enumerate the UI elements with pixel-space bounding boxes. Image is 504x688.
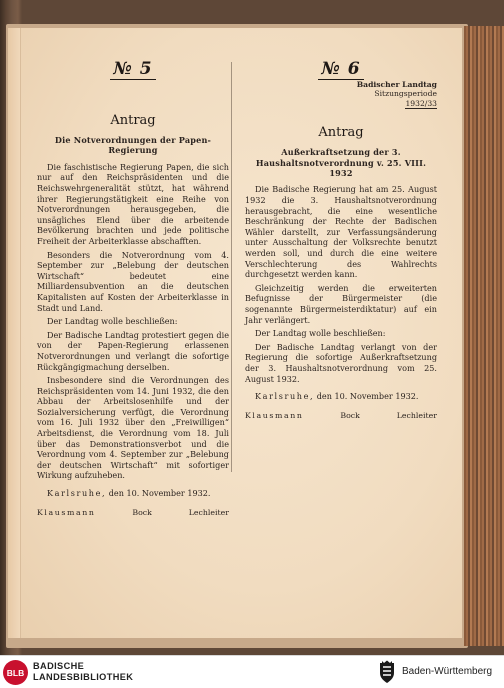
paragraph: Gleichzeitig werden die erweiterten Befugnisse der Bürgermeister (die sogenannte Bürgermeisterdiktatur) auf ein Jahr verlängert.: [245, 282, 437, 325]
meta-line: Badischer Landtag: [356, 80, 437, 89]
signature: Bock: [340, 410, 360, 420]
place: Karlsruhe,: [47, 488, 107, 499]
meta-line: Sitzungsperiode: [374, 89, 437, 99]
paragraph: Der Badische Landtag protestiert gegen die von der Papen-Regierung erlassenen Notverordnungen und verlangt die sofortige Rückgängigmachung derselben.: [37, 329, 229, 372]
viewer-footer: [0, 655, 504, 688]
date: den 10. November 1932.: [108, 488, 211, 499]
left-column: [37, 58, 229, 518]
paragraph: Der Badische Landtag verlangt von der Regierung die sofortige Außerkraftsetzung der 3. Haushaltsnotverordnung vom 25. August 1932.: [245, 341, 437, 384]
place: Karlsruhe,: [255, 391, 315, 402]
right-column: [245, 58, 437, 421]
place-date-line: [37, 488, 229, 499]
signature: Lechleiter: [188, 507, 229, 517]
paragraph: Der Landtag wolle beschließen:: [255, 328, 386, 339]
signature: Klausmann: [37, 507, 96, 517]
library-name[interactable]: BADISCHE LANDESBIBLIOTHEK: [33, 661, 134, 682]
signature: Bock: [132, 507, 152, 517]
coat-of-arms-icon: [378, 660, 396, 684]
document-subheading: Die Notverordnungen der Papen-Regierung: [54, 135, 212, 156]
paragraph: Der Landtag wolle beschließen:: [47, 316, 178, 327]
signature: Lechleiter: [396, 410, 437, 420]
session-meta: [245, 80, 437, 109]
document-number: № 5: [37, 58, 229, 80]
paragraph: Insbesondere sind die Verordnungen des Reichspräsidenten vom 14. Juni 1932, die den Abbau der Arbeitslosenhilfe und der Sozialversicherung verfügt, die Verordnung vom 16. Juli 1932 über den „Freiwilligen“ Arbeitsdienst, die Verordnung vom 18. Juli über das Demonstrationsverbot und die Verordnung vom 4. September zur „Belebung der deutschen Wirtschaft“ mit sofortiger Wirkung aufzuheben.: [37, 375, 229, 481]
column-divider: [231, 62, 232, 472]
book-spine-edge: [464, 26, 504, 646]
date: den 10. November 1932.: [316, 391, 419, 402]
document-subheading: Außerkraftsetzung der 3. Haushaltsnotverordnung v. 25. VIII. 1932: [255, 147, 427, 179]
place-date-line: [245, 391, 437, 402]
blb-logo[interactable]: BLB: [3, 660, 28, 685]
signature: Klausmann: [245, 410, 304, 420]
state-name[interactable]: Baden-Württemberg: [402, 666, 493, 677]
document-heading: Antrag: [110, 113, 156, 128]
paragraph: Besonders die Notverordnung vom 4. September zur „Belebung der deutschen Wirtschaft“ bedeutet eine Milliardensubvention an die deutschen Kapitalisten auf Kosten der Arbeiterklasse in Stadt und Land.: [37, 249, 229, 313]
paragraph: Die Badische Regierung hat am 25. August 1932 die 3. Haushaltsnotverordnung herausgebracht, die eine wesentliche Beschränkung der Rechte der Badischen Wähler darstellt, zur Verfassungsänderung unter Ausschaltung der Volksrechte benutzt werden soll, und durch die eine weitere Verschlechterung des Wahlrechts durchgesetzt werden kann.: [245, 184, 437, 280]
signatures: [37, 508, 229, 519]
document-heading: Antrag: [318, 125, 364, 141]
document-number: № 6: [245, 58, 437, 80]
paragraph: Die faschistische Regierung Papen, die sich nur auf den Reichspräsidenten und die Reichswehrgeneralität stützt, hat während ihrer Regierungstätigkeit eine Reihe von Notverordnungen herausgegeben, die unsägliches Elend über die arbeitende Bevölkerung brachten und jede politische Freiheit der Arbeiterklasse abschafften.: [37, 161, 229, 246]
page-fore-edge: [8, 28, 20, 638]
meta-line: 1932/33: [405, 98, 437, 108]
signatures: [245, 411, 437, 422]
